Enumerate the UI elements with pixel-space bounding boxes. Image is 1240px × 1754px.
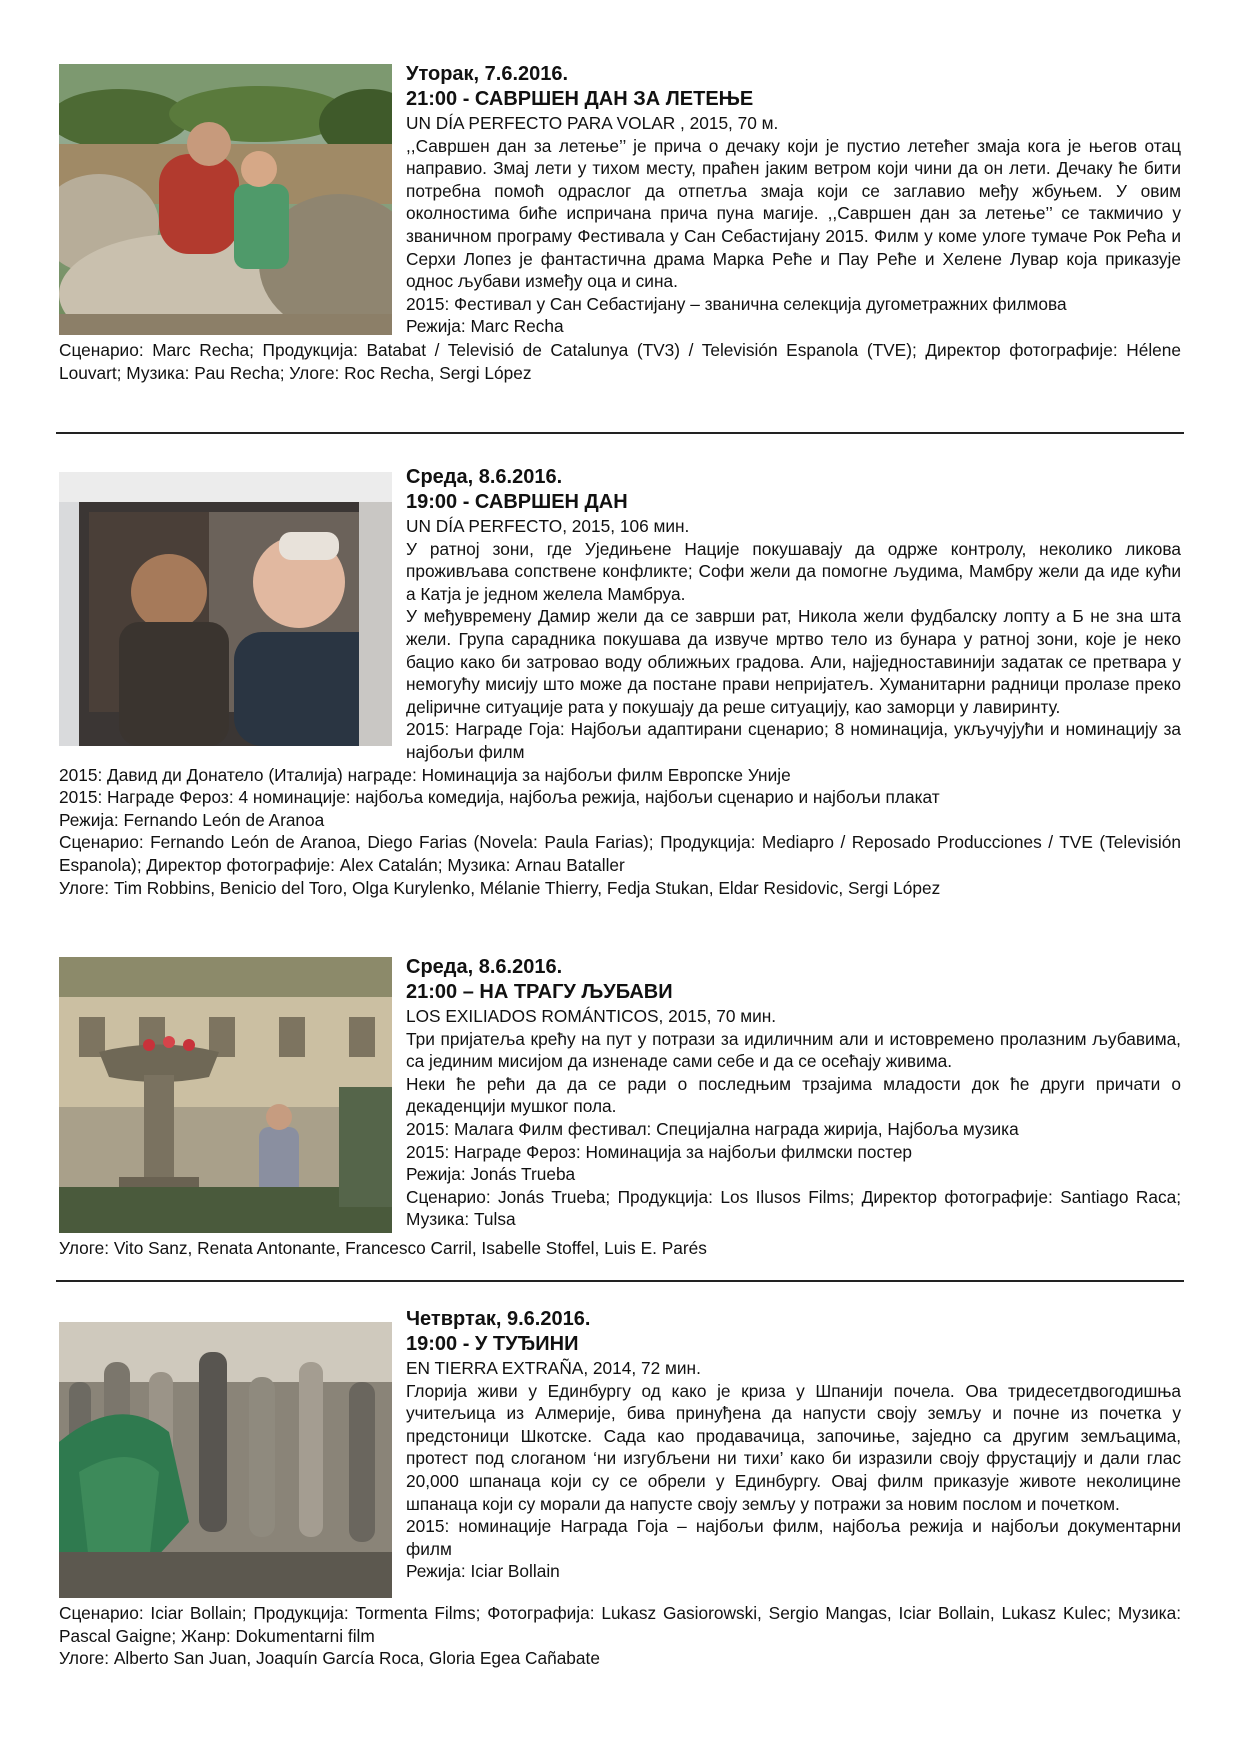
film-entry-2 xyxy=(59,465,1181,899)
cast-line: Улоге: Vito Sanz, Renata Antonante, Francesco Carril, Isabelle Stoffel, Luis E. Parés xyxy=(59,1238,707,1258)
award-line: 2015: номинације Награда Гоја – најбољи филм, најбоља режија и најбољи документарни филм xyxy=(406,1516,1181,1559)
director-line: Режија: Iciar Bollain xyxy=(406,1561,560,1582)
section-divider xyxy=(56,432,1184,434)
screening-date: Уторак, 7.6.2016. xyxy=(406,63,569,85)
film-synopsis-continued: У међувремену Дамир жели да се заврши рат, Никола жели фудбалску лопту а Б не зна шта жели. Група сарадника покушава да извуче мртво тело из бунара у ратној зони, које је неко бацио како би затровао воду оближњих градова. Али, најједноставинији задатак се претвара у немогућу мисију што може да постане прави непријатељ. Хуманитарни радници пролазе преко деliричне ситуације рата у покушају да реше ситуацију, као заморци у лавиринту. xyxy=(406,606,1181,717)
film-entry-1 xyxy=(59,62,1181,384)
cast-line: Улоге: Tim Robbins, Benicio del Toro, Olga Kurylenko, Mélanie Thierry, Fedja Stukan, Eldar Residovic, Sergi López xyxy=(59,877,941,898)
section-divider xyxy=(56,1280,1184,1282)
award-line: 2015: Малага Филм фестивал: Специјална награда жирија, Најбоља музика xyxy=(406,1118,1019,1139)
film-still-gloves xyxy=(59,1322,392,1598)
director-line: Режија: Marc Recha xyxy=(406,316,564,337)
film-title: 19:00 - САВРШЕН ДАН xyxy=(406,491,628,513)
film-synopsis: Глорија живи у Единбургу од како је криза у Шпанији почела. Ова тридесетдвогодишња учитељица из Алмерије, бива принуђена да напусти своју земљу и почне из почетка у предстоници Шкотске. Сада као продавачица, започиње, заједно са другим земљацима, протест под слоганом ‘ни изгубљени ни тихи’ како би изразили своју фрустацију и дали глас 20,000 шпанаца који су се обрели у Единбургу. Овај филм приказује животе неколицине шпанаца који су морали да напусте своју земљу у потражи за новим послом и почетком. xyxy=(406,1380,1181,1514)
director-line: Режија: Jonás Trueba xyxy=(406,1164,576,1185)
film-title: 21:00 - САВРШЕН ДАН ЗА ЛЕТЕЊЕ xyxy=(406,88,754,110)
original-title: UN DÍA PERFECTO PARA VOLAR , 2015, 70 м. xyxy=(406,113,779,133)
film-synopsis: ,,Савршен дан за летење’’ је прича о дечаку који је пустио летећег змаја кога је његов отац направио. Змај лети у тихом месту, праћен јаким ветром који чини да он лети. Дечаку ће бити потребна помоћ одраслог да отпетља змаја који се заглавио међу жбуњем. У овим околностима биће испричана прича пуна магије. ,,Савршен дан за летење’’ се такмичио у званичном програму Фестивала у Сан Себастијану 2015. Филм у коме улоге тумаче Рок Рећа и Серхи Лопез је фантастична драма Марка Рeће и Пау Рeће и Хелене Лувар која приказује однос љубави између оца и сина. xyxy=(406,135,1181,292)
director-line: Режија: Fernando León de Aranoa xyxy=(59,809,325,830)
credits-line: Сценарио: Fernando León de Aranoa, Diego Farias (Novela: Paula Farias); Продукција: Mediapro / Reposado Producciones / TVE (Televisión Espanola); Директор фотографије: Alex Catalán; Музика: Arnau Bataller xyxy=(59,832,1181,875)
film-still-kite xyxy=(59,64,392,335)
award-line: 2015: Награде Гоја: Најбољи адаптирани сценарио; 8 номинација, укључујући и номинацију за најбољи филм xyxy=(406,719,1181,762)
award-line: 2015: Фестивал у Сан Себастијану – званична селекција дугометражних филмова xyxy=(406,293,1067,314)
film-still-garden-image xyxy=(59,957,392,1233)
film-synopsis: У ратној зони, где Уједињене Нације покушавају да одрже контролу, неколико ликова проживљава сопствене конфликте; Софи жели да помогне људима, Мамбру жели да иде кући а Катја је једном желела Мамбруа. xyxy=(406,538,1181,604)
screening-date: Четвртак, 9.6.2016. xyxy=(406,1308,591,1330)
film-title: 21:00 – НА ТРАГУ ЉУБАВИ xyxy=(406,981,673,1003)
screening-date: Среда, 8.6.2016. xyxy=(406,956,563,978)
film-synopsis: Три пријатеља крећу на пут у потрази за идиличним али и истовремено пролазним љубавима, са јединим мисијом да изненаде сами себе и да се осећају живима. xyxy=(406,1028,1181,1072)
original-title: UN DÍA PERFECTO, 2015, 106 мин. xyxy=(406,516,690,536)
film-entry-4 xyxy=(59,1307,1181,1670)
film-entry-3 xyxy=(59,955,1181,1260)
film-still-garden xyxy=(59,957,392,1233)
film-still-gloves-image xyxy=(59,1322,392,1598)
film-still-car xyxy=(59,472,392,746)
screening-date: Среда, 8.6.2016. xyxy=(406,466,563,488)
film-still-car-image xyxy=(59,472,392,746)
award-line: 2015: Награде Фероз: Номинација за најбољи филмски постер xyxy=(406,1141,913,1162)
film-title: 19:00 - У ТУЂИНИ xyxy=(406,1333,579,1355)
award-line: 2015: Давид ди Донатело (Италија) награде: Номинација за најбољи филм Европске Уније xyxy=(59,764,791,785)
film-still-kite-image xyxy=(59,64,392,335)
film-synopsis-continued: Неки ће рећи да да се ради о последњим трзајима младости док ће други причати о декаденцији мушког пола. xyxy=(406,1073,1181,1117)
original-title: EN TIERRA EXTRAÑA, 2014, 72 мин. xyxy=(406,1358,701,1378)
credits-line: Сценарио: Iciar Bollain; Продукција: Tormenta Films; Фотографија: Lukasz Gasiorowski, Sergio Mangas, Iciar Bollain, Lukasz Kulec; Музика: Pascal Gaigne; Жанр: Dokumentarni film xyxy=(59,1603,1181,1646)
original-title: LOS EXILIADOS ROMÁNTICOS, 2015, 70 мин. xyxy=(406,1006,777,1026)
credits-line: Сценарио: Marc Recha; Продукција: Batabat / Televisió de Catalunya (TV3) / Televisión Espanola (TVE); Директор фотографије: Hélene Louvart; Музика: Pau Recha; Улоге: Roc Recha, Sergi López xyxy=(59,340,1181,383)
cast-line: Улоге: Alberto San Juan, Joaquín García Roca, Gloria Egea Cañabate xyxy=(59,1648,600,1669)
credits-line: Сценарио: Jonás Trueba; Продукција: Los Ilusos Films; Директор фотографије: Santiago Raca; Музика: Tulsa xyxy=(406,1186,1181,1230)
award-line: 2015: Награде Фероз: 4 номинације: најбоља комедија, најбоља режија, најбољи сценарио и најбољи плакат xyxy=(59,787,940,808)
